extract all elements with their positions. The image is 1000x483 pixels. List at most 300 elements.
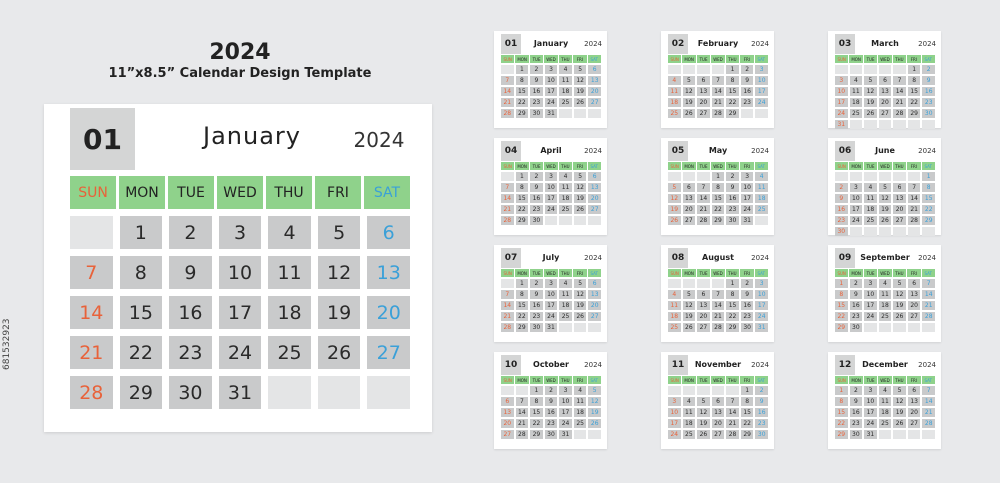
- mini-day-cell: [516, 386, 529, 395]
- mini-day-cell: 29: [516, 109, 529, 118]
- mini-day-cell: [835, 172, 848, 181]
- mini-day-cell: 12: [893, 290, 906, 299]
- mini-day-cell: 16: [755, 408, 768, 417]
- mini-day-cell: 21: [501, 98, 514, 107]
- mini-day-cell: [908, 227, 921, 236]
- mini-day-cell: 19: [574, 194, 587, 203]
- mini-day-cell: 26: [683, 323, 696, 332]
- mini-day-cell: 5: [893, 386, 906, 395]
- mini-day-cell: [908, 172, 921, 181]
- mini-weekday: FRI: [740, 376, 753, 384]
- mini-day-cell: 2: [530, 279, 543, 288]
- mini-day-cell: 12: [893, 397, 906, 406]
- mini-month-year: 2024: [918, 361, 936, 369]
- mini-day-cell: 18: [683, 419, 696, 428]
- mini-day-cell: 21: [697, 205, 710, 214]
- mini-day-cell: 23: [922, 98, 935, 107]
- mini-day-cell: 23: [850, 419, 863, 428]
- mini-weekday: MON: [851, 56, 861, 62]
- mini-day-cell: 20: [879, 98, 892, 107]
- mini-day-cell: 29: [530, 430, 543, 439]
- mini-day-cell: 5: [668, 183, 681, 192]
- mini-day-cell: 27: [879, 109, 892, 118]
- mini-day-cell: 18: [879, 408, 892, 417]
- mini-day-cell: [574, 430, 587, 439]
- mini-month-number: 06: [835, 141, 855, 161]
- mini-day-cell: 3: [864, 386, 877, 395]
- mini-weekday: FRI: [740, 55, 753, 63]
- mini-weekday: WED: [880, 56, 890, 62]
- mini-day-grid: [501, 172, 601, 225]
- mini-day-cell: 31: [755, 323, 768, 332]
- mini-day-cell: 7: [922, 279, 935, 288]
- mini-month-year: 2024: [918, 40, 936, 48]
- mini-month-year: 2024: [584, 147, 602, 155]
- mini-day-cell: 17: [545, 301, 558, 310]
- mini-day-cell: 18: [668, 312, 681, 321]
- mini-weekday: SAT: [755, 269, 768, 277]
- mini-day-cell: 29: [516, 216, 529, 225]
- day-cell: 21: [70, 336, 113, 369]
- mini-day-cell: 16: [530, 194, 543, 203]
- mini-day-cell: 4: [879, 386, 892, 395]
- day-cell: 3: [219, 216, 262, 249]
- mini-day-cell: 30: [726, 216, 739, 225]
- mini-day-cell: [668, 65, 681, 74]
- mini-weekday: MON: [851, 163, 861, 169]
- mini-weekday: TUE: [530, 269, 543, 277]
- mini-day-cell: 24: [741, 205, 754, 214]
- mini-weekday: TUE: [697, 269, 710, 277]
- mini-day-cell: 9: [922, 76, 935, 85]
- mini-day-cell: 17: [545, 194, 558, 203]
- mini-weekday: FRI: [907, 376, 920, 384]
- mini-weekday: THU: [559, 55, 572, 63]
- mini-day-cell: 19: [893, 408, 906, 417]
- mini-day-cell: 2: [530, 172, 543, 181]
- mini-day-cell: [850, 120, 863, 129]
- mini-day-cell: 9: [741, 290, 754, 299]
- mini-day-cell: 5: [879, 183, 892, 192]
- mini-day-cell: 18: [850, 98, 863, 107]
- mini-weekday: WED: [713, 377, 723, 383]
- mini-weekday: TUE: [530, 376, 543, 384]
- mini-weekday: SAT: [755, 55, 768, 63]
- mini-day-cell: 12: [588, 397, 601, 406]
- mini-day-cell: 7: [922, 386, 935, 395]
- mini-day-cell: [668, 279, 681, 288]
- mini-day-cell: 15: [835, 301, 848, 310]
- mini-day-cell: 7: [697, 183, 710, 192]
- weekday-fri: FRI: [315, 176, 361, 209]
- mini-day-cell: [697, 172, 710, 181]
- mini-weekday: THU: [893, 55, 906, 63]
- mini-day-cell: 8: [726, 290, 739, 299]
- mini-day-cell: 1: [516, 279, 529, 288]
- mini-day-cell: 13: [501, 408, 514, 417]
- mini-day-cell: 14: [908, 194, 921, 203]
- mini-day-cell: 20: [501, 419, 514, 428]
- featured-month-number: 01: [70, 108, 135, 170]
- mini-weekday: FRI: [573, 55, 586, 63]
- day-cell: 13: [367, 256, 410, 289]
- day-cell: 17: [219, 296, 262, 329]
- mini-day-cell: 18: [559, 194, 572, 203]
- mini-day-cell: 30: [741, 323, 754, 332]
- mini-day-cell: 8: [516, 76, 529, 85]
- mini-day-cell: [559, 216, 572, 225]
- mini-day-cell: 23: [741, 98, 754, 107]
- mini-day-cell: 21: [516, 419, 529, 428]
- mini-weekday: SAT: [922, 162, 935, 170]
- mini-day-cell: 15: [835, 408, 848, 417]
- mini-day-cell: 24: [559, 419, 572, 428]
- mini-day-cell: 27: [697, 323, 710, 332]
- mini-day-cell: 12: [864, 87, 877, 96]
- mini-day-cell: 10: [850, 194, 863, 203]
- mini-day-cell: 27: [588, 98, 601, 107]
- mini-day-cell: 26: [879, 216, 892, 225]
- mini-day-cell: 1: [835, 279, 848, 288]
- mini-day-cell: 3: [545, 172, 558, 181]
- mini-day-cell: 20: [893, 205, 906, 214]
- mini-day-cell: 2: [850, 279, 863, 288]
- mini-weekday: WED: [546, 163, 556, 169]
- mini-day-cell: 21: [712, 98, 725, 107]
- mini-day-cell: [697, 279, 710, 288]
- mini-day-cell: 31: [741, 216, 754, 225]
- mini-day-cell: 16: [545, 408, 558, 417]
- mini-day-cell: 13: [893, 194, 906, 203]
- mini-day-cell: 22: [726, 98, 739, 107]
- mini-day-cell: 2: [741, 65, 754, 74]
- mini-day-cell: 24: [668, 430, 681, 439]
- mini-weekday: SUN: [501, 269, 514, 277]
- mini-day-cell: 11: [864, 194, 877, 203]
- mini-day-cell: 30: [850, 323, 863, 332]
- mini-day-cell: 27: [683, 216, 696, 225]
- mini-day-cell: 2: [755, 386, 768, 395]
- mini-day-cell: 23: [545, 419, 558, 428]
- mini-weekday: MON: [684, 270, 694, 276]
- mini-day-cell: 12: [697, 408, 710, 417]
- mini-day-cell: 16: [530, 301, 543, 310]
- mini-day-cell: 5: [683, 290, 696, 299]
- mini-day-cell: 25: [668, 323, 681, 332]
- mini-day-cell: 11: [668, 301, 681, 310]
- mini-day-cell: 6: [501, 397, 514, 406]
- mini-weekday: SAT: [755, 162, 768, 170]
- featured-weekday-header: [70, 176, 410, 209]
- mini-day-cell: 13: [697, 87, 710, 96]
- mini-day-cell: 25: [683, 430, 696, 439]
- mini-day-cell: 8: [726, 76, 739, 85]
- mini-weekday: TUE: [864, 55, 877, 63]
- mini-day-cell: 8: [922, 183, 935, 192]
- mini-day-cell: 27: [908, 419, 921, 428]
- mini-day-cell: 9: [530, 290, 543, 299]
- mini-day-cell: 29: [908, 109, 921, 118]
- mini-day-cell: 6: [588, 172, 601, 181]
- weekday-sat: SAT: [364, 176, 410, 209]
- mini-weekday-header: [835, 55, 935, 63]
- mini-day-cell: 3: [755, 279, 768, 288]
- mini-day-cell: 17: [545, 87, 558, 96]
- mini-day-cell: 15: [530, 408, 543, 417]
- mini-day-cell: 26: [893, 312, 906, 321]
- mini-day-grid: [668, 172, 768, 225]
- stock-id: 681532923: [2, 318, 12, 370]
- mini-day-cell: 8: [516, 290, 529, 299]
- weekday-wed: WED: [217, 176, 263, 209]
- mini-weekday: FRI: [740, 269, 753, 277]
- mini-weekday: SUN: [501, 55, 514, 63]
- mini-day-cell: [545, 216, 558, 225]
- mini-weekday-header: [835, 376, 935, 384]
- mini-day-cell: 22: [835, 419, 848, 428]
- mini-day-cell: 16: [741, 87, 754, 96]
- mini-calendar-october: [494, 352, 607, 449]
- weekday-tue: TUE: [168, 176, 214, 209]
- mini-day-cell: [683, 279, 696, 288]
- mini-day-cell: 18: [559, 87, 572, 96]
- mini-calendar-december: [828, 352, 941, 449]
- mini-day-cell: 23: [726, 205, 739, 214]
- mini-month-year: 2024: [918, 254, 936, 262]
- mini-month-year: 2024: [751, 361, 769, 369]
- weekday-thu: THU: [266, 176, 312, 209]
- mini-day-cell: 3: [850, 183, 863, 192]
- mini-day-cell: [879, 120, 892, 129]
- mini-day-cell: 27: [697, 109, 710, 118]
- mini-weekday-header: [835, 269, 935, 277]
- mini-day-cell: 1: [726, 65, 739, 74]
- mini-day-cell: 14: [697, 194, 710, 203]
- mini-weekday: WED: [713, 56, 723, 62]
- mini-weekday: FRI: [573, 162, 586, 170]
- mini-month-number: 07: [501, 248, 521, 268]
- mini-weekday: TUE: [864, 376, 877, 384]
- mini-day-cell: 23: [850, 312, 863, 321]
- mini-month-name: February: [697, 39, 739, 48]
- mini-weekday: SAT: [588, 55, 601, 63]
- mini-day-cell: [835, 65, 848, 74]
- mini-day-cell: [501, 172, 514, 181]
- mini-weekday: SUN: [668, 55, 681, 63]
- mini-day-cell: 25: [864, 216, 877, 225]
- mini-day-cell: 16: [850, 408, 863, 417]
- mini-weekday: WED: [713, 270, 723, 276]
- mini-day-cell: 19: [864, 98, 877, 107]
- mini-day-cell: [559, 323, 572, 332]
- mini-day-cell: 19: [574, 87, 587, 96]
- mini-day-cell: 7: [893, 76, 906, 85]
- mini-day-cell: 26: [697, 430, 710, 439]
- mini-day-cell: [712, 65, 725, 74]
- mini-day-cell: 15: [712, 194, 725, 203]
- mini-weekday: MON: [684, 163, 694, 169]
- mini-weekday-header: [668, 376, 768, 384]
- mini-day-cell: 4: [755, 172, 768, 181]
- mini-day-cell: 10: [668, 408, 681, 417]
- mini-day-cell: 12: [879, 194, 892, 203]
- mini-month-name: September: [860, 253, 910, 262]
- mini-day-cell: 9: [850, 397, 863, 406]
- mini-month-year: 2024: [918, 147, 936, 155]
- day-cell: 22: [120, 336, 163, 369]
- mini-day-cell: 30: [850, 430, 863, 439]
- mini-month-number: 01: [501, 34, 521, 54]
- mini-weekday: MON: [517, 163, 527, 169]
- mini-day-cell: 10: [741, 183, 754, 192]
- mini-day-grid: [668, 386, 768, 439]
- mini-day-grid: [668, 65, 768, 118]
- mini-day-cell: 6: [697, 76, 710, 85]
- mini-day-cell: 16: [850, 301, 863, 310]
- mini-day-cell: [501, 65, 514, 74]
- mini-day-cell: [850, 172, 863, 181]
- mini-day-cell: 10: [755, 290, 768, 299]
- mini-day-cell: 17: [741, 194, 754, 203]
- mini-weekday: FRI: [907, 162, 920, 170]
- mini-day-cell: 27: [712, 430, 725, 439]
- day-cell: 12: [318, 256, 361, 289]
- mini-weekday: SAT: [588, 269, 601, 277]
- mini-day-cell: 15: [726, 301, 739, 310]
- mini-month-number: 08: [668, 248, 688, 268]
- mini-weekday: SUN: [501, 162, 514, 170]
- day-cell: 11: [268, 256, 311, 289]
- mini-day-cell: 30: [835, 227, 848, 236]
- mini-weekday: MON: [684, 56, 694, 62]
- mini-day-cell: 12: [683, 301, 696, 310]
- mini-day-cell: 16: [835, 205, 848, 214]
- mini-day-cell: 11: [668, 87, 681, 96]
- mini-day-cell: 1: [835, 386, 848, 395]
- mini-day-cell: 27: [588, 312, 601, 321]
- mini-month-name: November: [694, 360, 742, 369]
- mini-day-grid: [835, 172, 935, 236]
- mini-day-cell: [755, 216, 768, 225]
- mini-day-grid: [668, 279, 768, 332]
- mini-day-cell: 6: [588, 65, 601, 74]
- mini-day-cell: 14: [922, 290, 935, 299]
- mini-day-cell: 22: [908, 98, 921, 107]
- day-cell: 29: [120, 376, 163, 409]
- mini-day-cell: 17: [755, 87, 768, 96]
- mini-day-cell: 13: [588, 290, 601, 299]
- mini-day-cell: 22: [516, 205, 529, 214]
- mini-day-cell: 22: [516, 98, 529, 107]
- mini-month-number: 11: [668, 355, 688, 375]
- mini-day-cell: 23: [530, 205, 543, 214]
- mini-day-cell: 29: [741, 430, 754, 439]
- mini-day-cell: 9: [741, 76, 754, 85]
- mini-day-cell: 28: [501, 109, 514, 118]
- mini-day-cell: 2: [545, 386, 558, 395]
- mini-day-cell: 24: [864, 312, 877, 321]
- mini-day-grid: [835, 386, 935, 439]
- mini-day-cell: 4: [668, 76, 681, 85]
- mini-day-cell: 5: [574, 279, 587, 288]
- mini-weekday: SAT: [922, 269, 935, 277]
- mini-day-cell: 20: [697, 98, 710, 107]
- mini-month-name: July: [542, 253, 560, 262]
- mini-day-cell: 27: [588, 205, 601, 214]
- mini-day-cell: [712, 386, 725, 395]
- day-cell: [70, 216, 113, 249]
- mini-day-cell: 7: [908, 183, 921, 192]
- mini-day-cell: [879, 172, 892, 181]
- page-year-title: 2024: [209, 40, 271, 65]
- mini-day-cell: 30: [530, 216, 543, 225]
- featured-day-grid: [70, 216, 410, 409]
- day-cell: 6: [367, 216, 410, 249]
- mini-weekday: WED: [880, 163, 890, 169]
- mini-day-cell: 10: [559, 397, 572, 406]
- mini-day-cell: 3: [741, 172, 754, 181]
- mini-day-cell: 25: [755, 205, 768, 214]
- mini-day-cell: 18: [574, 408, 587, 417]
- mini-day-cell: 1: [516, 65, 529, 74]
- mini-day-cell: 10: [755, 76, 768, 85]
- mini-day-cell: 19: [893, 301, 906, 310]
- mini-day-cell: 5: [683, 76, 696, 85]
- mini-weekday: WED: [880, 377, 890, 383]
- day-cell: 10: [219, 256, 262, 289]
- mini-day-cell: [908, 323, 921, 332]
- mini-day-cell: 7: [501, 183, 514, 192]
- mini-day-cell: 21: [712, 312, 725, 321]
- mini-day-cell: 6: [697, 290, 710, 299]
- mini-day-cell: 14: [501, 301, 514, 310]
- mini-day-cell: 17: [850, 205, 863, 214]
- mini-day-cell: [893, 65, 906, 74]
- mini-day-cell: 22: [530, 419, 543, 428]
- mini-weekday-header: [668, 269, 768, 277]
- mini-day-cell: 14: [712, 87, 725, 96]
- mini-day-cell: 15: [922, 194, 935, 203]
- mini-day-cell: 14: [893, 87, 906, 96]
- mini-day-cell: 2: [530, 65, 543, 74]
- mini-weekday: SUN: [668, 376, 681, 384]
- mini-day-cell: [908, 120, 921, 129]
- mini-day-cell: 10: [545, 290, 558, 299]
- mini-day-cell: [922, 227, 935, 236]
- mini-weekday: MON: [517, 56, 527, 62]
- mini-day-cell: 5: [574, 65, 587, 74]
- mini-day-cell: 7: [516, 397, 529, 406]
- mini-day-cell: 24: [545, 98, 558, 107]
- mini-month-number: 02: [668, 34, 688, 54]
- mini-day-cell: 3: [864, 279, 877, 288]
- mini-day-cell: 24: [850, 216, 863, 225]
- mini-day-cell: [668, 386, 681, 395]
- mini-month-name: March: [871, 39, 899, 48]
- mini-day-cell: 25: [879, 312, 892, 321]
- mini-day-cell: 23: [835, 216, 848, 225]
- mini-day-cell: [893, 227, 906, 236]
- mini-calendar-march: [828, 31, 941, 128]
- mini-day-cell: 1: [726, 279, 739, 288]
- mini-weekday-header: [501, 376, 601, 384]
- mini-weekday: WED: [546, 270, 556, 276]
- mini-day-cell: 9: [726, 183, 739, 192]
- mini-day-cell: 30: [922, 109, 935, 118]
- mini-day-cell: 28: [516, 430, 529, 439]
- mini-day-cell: 10: [864, 397, 877, 406]
- mini-weekday: TUE: [697, 55, 710, 63]
